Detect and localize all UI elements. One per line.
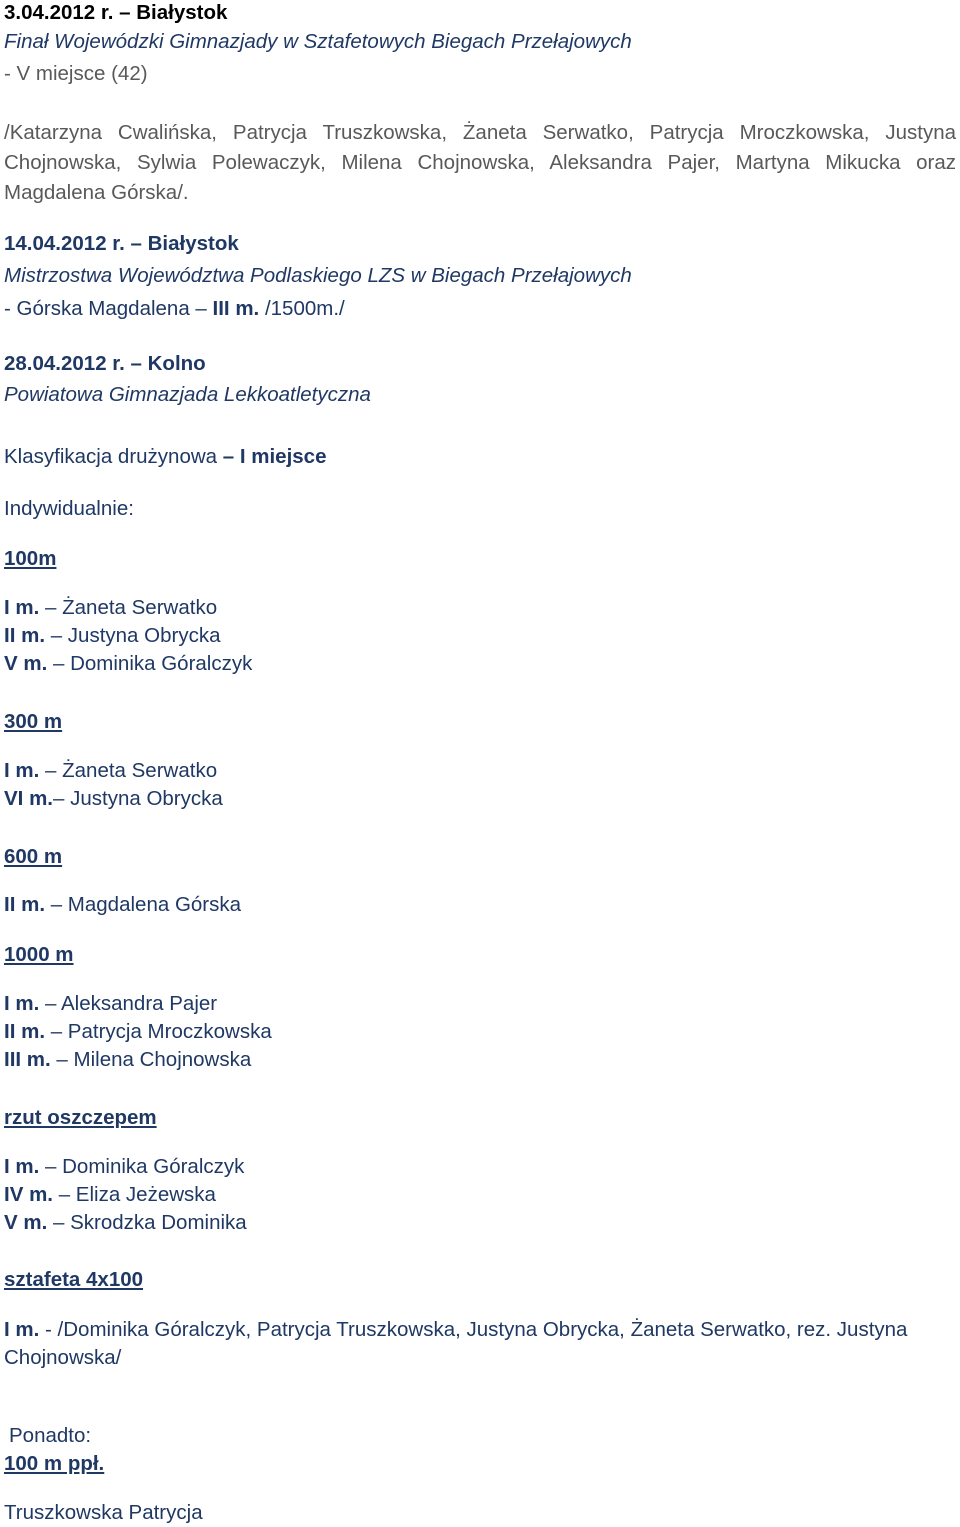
- result-row: [4, 785, 223, 813]
- event1-place-prefix: - V miejsce: [4, 62, 106, 85]
- event2-result-detail: /1500m./: [259, 297, 345, 320]
- result-name: – Żaneta Serwatko: [39, 596, 218, 619]
- result-name: – Justyna Obrycka: [45, 624, 221, 647]
- result-row: [4, 1153, 244, 1181]
- event1-place-count: (42): [111, 62, 148, 85]
- event3-team-classification: [4, 443, 326, 471]
- result-place: II m.: [4, 893, 46, 916]
- result-row: [4, 622, 220, 650]
- individual-label: Indywidualnie:: [4, 497, 134, 520]
- result-place: V m.: [4, 1211, 48, 1234]
- discipline-relay: sztafeta 4x100: [4, 1268, 144, 1291]
- result-name: – Justyna Obrycka: [53, 787, 223, 810]
- discipline-100m: 100m: [4, 547, 57, 570]
- event2-result-place: III m.: [212, 297, 260, 320]
- discipline-javelin: rzut oszczepem: [4, 1106, 157, 1129]
- result-name: – Eliza Jeżewska: [53, 1183, 216, 1206]
- result-place: II m.: [4, 1020, 46, 1043]
- event1-place: [4, 60, 148, 88]
- result-name: – Dominika Góralczyk: [39, 1155, 245, 1178]
- result-row: [4, 1018, 272, 1046]
- event3-title: Powiatowa Gimnazjada Lekkoatletyczna: [4, 383, 371, 406]
- team-label: Klasyfikacja drużynowa: [4, 445, 223, 468]
- event2-result-name: - Górska Magdalena –: [4, 297, 213, 320]
- extra-discipline: 100 m ppł.: [4, 1452, 105, 1475]
- result-row: [4, 990, 217, 1018]
- event1-team: /Katarzyna Cwalińska, Patrycja Truszkowska, Żaneta Serwatko, Patrycja Mroczkowska, Justyna Chojnowska, Sylwia Polewaczyk, Milena Chojnowska, Aleksandra Pajer, Martyna Mikucka oraz Magdalena Górska/.: [4, 121, 956, 204]
- result-place: V m.: [4, 652, 48, 675]
- discipline-1000m: 1000 m: [4, 943, 74, 966]
- result-name: – Magdalena Górska: [45, 893, 242, 916]
- result-place: III m.: [4, 1048, 51, 1071]
- result-name: – Aleksandra Pajer: [39, 992, 218, 1015]
- event2-date: 14.04.2012 r. – Białystok: [4, 232, 239, 255]
- event2-title: Mistrzostwa Województwa Podlaskiego LZS w Biegach Przełajowych: [4, 264, 632, 287]
- event1-title: Finał Wojewódzki Gimnazjady w Sztafetowych Biegach Przełajowych: [4, 30, 632, 53]
- result-row: [4, 757, 217, 785]
- result-place: IV m.: [4, 1183, 53, 1206]
- relay-place: I m.: [4, 1318, 40, 1341]
- discipline-600m: 600 m: [4, 845, 63, 868]
- result-name: – Milena Chojnowska: [50, 1048, 252, 1071]
- result-place: II m.: [4, 624, 46, 647]
- extra-name: Truszkowska Patrycja: [4, 1501, 203, 1524]
- event2-result: [4, 295, 345, 323]
- result-row: [4, 594, 217, 622]
- result-place: VI m.: [4, 787, 53, 810]
- result-place: I m.: [4, 759, 40, 782]
- relay-team: - /Dominika Góralczyk, Patrycja Truszkowska, Justyna Obrycka, Żaneta Serwatko, rez. Justyna Chojnowska/: [4, 1318, 908, 1369]
- event3-date: 28.04.2012 r. – Kolno: [4, 352, 206, 375]
- result-row: [4, 891, 241, 919]
- result-name: – Żaneta Serwatko: [39, 759, 218, 782]
- relay-result: [4, 1316, 956, 1372]
- discipline-300m: 300 m: [4, 710, 63, 733]
- result-name: – Skrodzka Dominika: [47, 1211, 247, 1234]
- result-place: I m.: [4, 596, 40, 619]
- result-place: I m.: [4, 1155, 40, 1178]
- team-result: – I miejsce: [222, 445, 327, 468]
- result-place: I m.: [4, 992, 40, 1015]
- result-row: [4, 1209, 247, 1237]
- result-name: – Dominika Góralczyk: [47, 652, 253, 675]
- result-name: – Patrycja Mroczkowska: [45, 1020, 272, 1043]
- result-row: [4, 1181, 216, 1209]
- event1-date: 3.04.2012 r. – Białystok: [4, 1, 228, 24]
- extra-label: Ponadto:: [9, 1424, 92, 1447]
- result-row: [4, 650, 252, 678]
- result-row: [4, 1046, 251, 1074]
